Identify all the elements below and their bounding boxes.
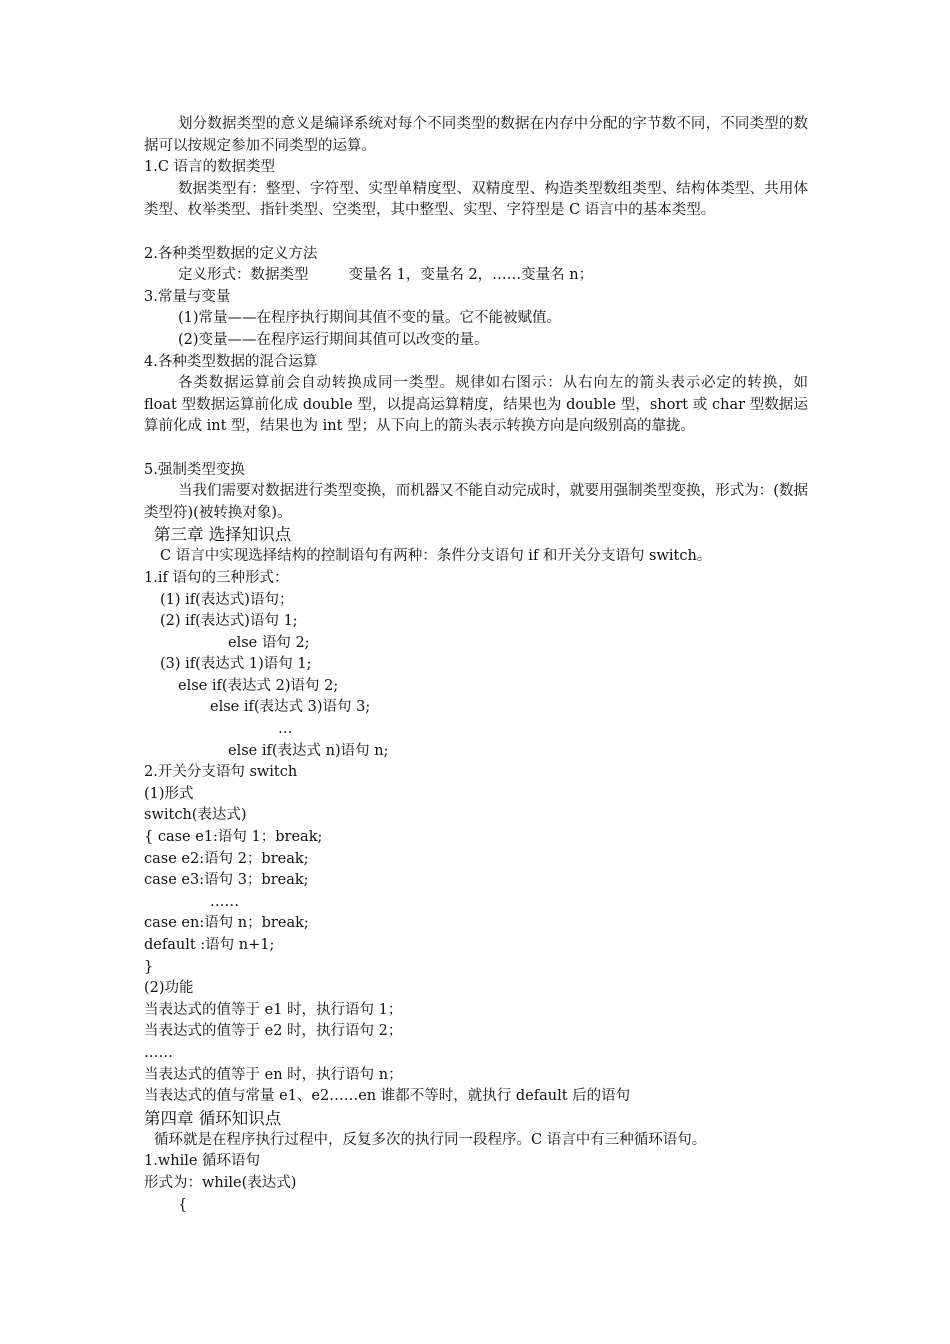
code-ellipsis: …… (210, 893, 239, 910)
cast-paragraph: 当我们需要对数据进行类型变换，而机器又不能自动完成时，就要用强制类型变换，形式为：(数据类型符)(被转换对象)。 (144, 483, 808, 521)
switch-form-label: (1)形式 (144, 785, 194, 802)
chapter4-intro: 循环就是在程序执行过程中，反复多次的执行同一段程序。C 语言中有三种循环语句。 (154, 1131, 707, 1148)
code-line: else if(表达式 n)语句 n; (228, 742, 389, 759)
code-line: } (144, 958, 154, 975)
code-ellipsis: … (278, 721, 293, 738)
section-heading-data-types: 1.C 语言的数据类型 (144, 159, 276, 176)
if-heading: 1.if 语句的三种形式： (144, 569, 289, 586)
code-line: case e2:语句 2；break; (144, 850, 309, 867)
code-line: switch(表达式) (144, 807, 247, 824)
code-line: else if(表达式 2)语句 2; (178, 677, 339, 694)
definition-vars: 变量名 1，变量名 2，……变量名 n； (348, 267, 594, 284)
chapter3-intro: C 语言中实现选择结构的控制语句有两种：条件分支语句 if 和开关分支语句 switch。 (160, 548, 712, 565)
code-line: case en:语句 n；break; (144, 915, 309, 932)
variable-item: (2)变量——在程序运行期间其值可以改变的量。 (178, 331, 489, 348)
function-line: 当表达式的值与常量 e1、e2……en 谁都不等时，就执行 default 后的语句 (144, 1088, 631, 1105)
while-heading: 1.while 循环语句 (144, 1153, 261, 1170)
code-line: else if(表达式 3)语句 3; (210, 699, 371, 716)
code-line: case e3:语句 3；break; (144, 872, 309, 889)
code-line: (3) if(表达式 1)语句 1; (160, 656, 312, 673)
while-form: 形式为：while(表达式) (144, 1174, 297, 1191)
section-heading-constants: 3.常量与变量 (144, 288, 231, 305)
function-line: 当表达式的值等于 e2 时，执行语句 2； (144, 1023, 403, 1040)
definition-label: 定义形式：数据类型 (178, 267, 309, 284)
code-brace: { (178, 1196, 188, 1213)
section-heading-definition: 2.各种类型数据的定义方法 (144, 245, 318, 262)
code-line: (1) if(表达式)语句； (160, 591, 294, 608)
document-body (144, 114, 808, 1216)
function-line: 当表达式的值等于 e1 时，执行语句 1； (144, 1001, 403, 1018)
definition-form (144, 265, 808, 287)
mixed-ops-paragraph: 各类数据运算前会自动转换成同一类型。规律如右图示：从右向左的箭头表示必定的转换，如 float 型数据运算前化成 double 型，以提高运算精度，结果也为 double 型，short 或 char 型数据运算前化成 int 型，结果也为 int 型；从下向上的箭头表示转换方向是向级别高的靠拢。 (144, 375, 808, 435)
code-line: (2) if(表达式)语句 1; (160, 613, 298, 630)
function-ellipsis: …… (144, 1044, 173, 1061)
chapter-title-3: 第三章 选择知识点 (154, 525, 292, 545)
code-line: { case e1:语句 1；break; (144, 829, 323, 846)
switch-function-label: (2)功能 (144, 980, 194, 997)
section-heading-cast: 5.强制类型变换 (144, 461, 245, 478)
constant-item: (1)常量——在程序执行期间其值不变的量。它不能被赋值。 (178, 310, 562, 327)
switch-heading: 2.开关分支语句 switch (144, 764, 298, 781)
chapter-title-4: 第四章 循环知识点 (144, 1108, 282, 1128)
section-heading-mixed-ops: 4.各种类型数据的混合运算 (144, 353, 318, 370)
code-line: default :语句 n+1; (144, 937, 275, 953)
intro-paragraph: 划分数据类型的意义是编译系统对每个不同类型的数据在内存中分配的字节数不同，不同类型的数据可以按规定参加不同类型的运算。 (144, 116, 808, 154)
function-line: 当表达式的值等于 en 时，执行语句 n； (144, 1066, 403, 1083)
code-line: else 语句 2; (228, 634, 310, 651)
data-types-paragraph: 数据类型有：整型、字符型、实型单精度型、双精度型、构造类型数组类型、结构体类型、共用体类型、枚举类型、指针类型、空类型，其中整型、实型、字符型是 C 语言中的基本类型。 (144, 180, 808, 219)
